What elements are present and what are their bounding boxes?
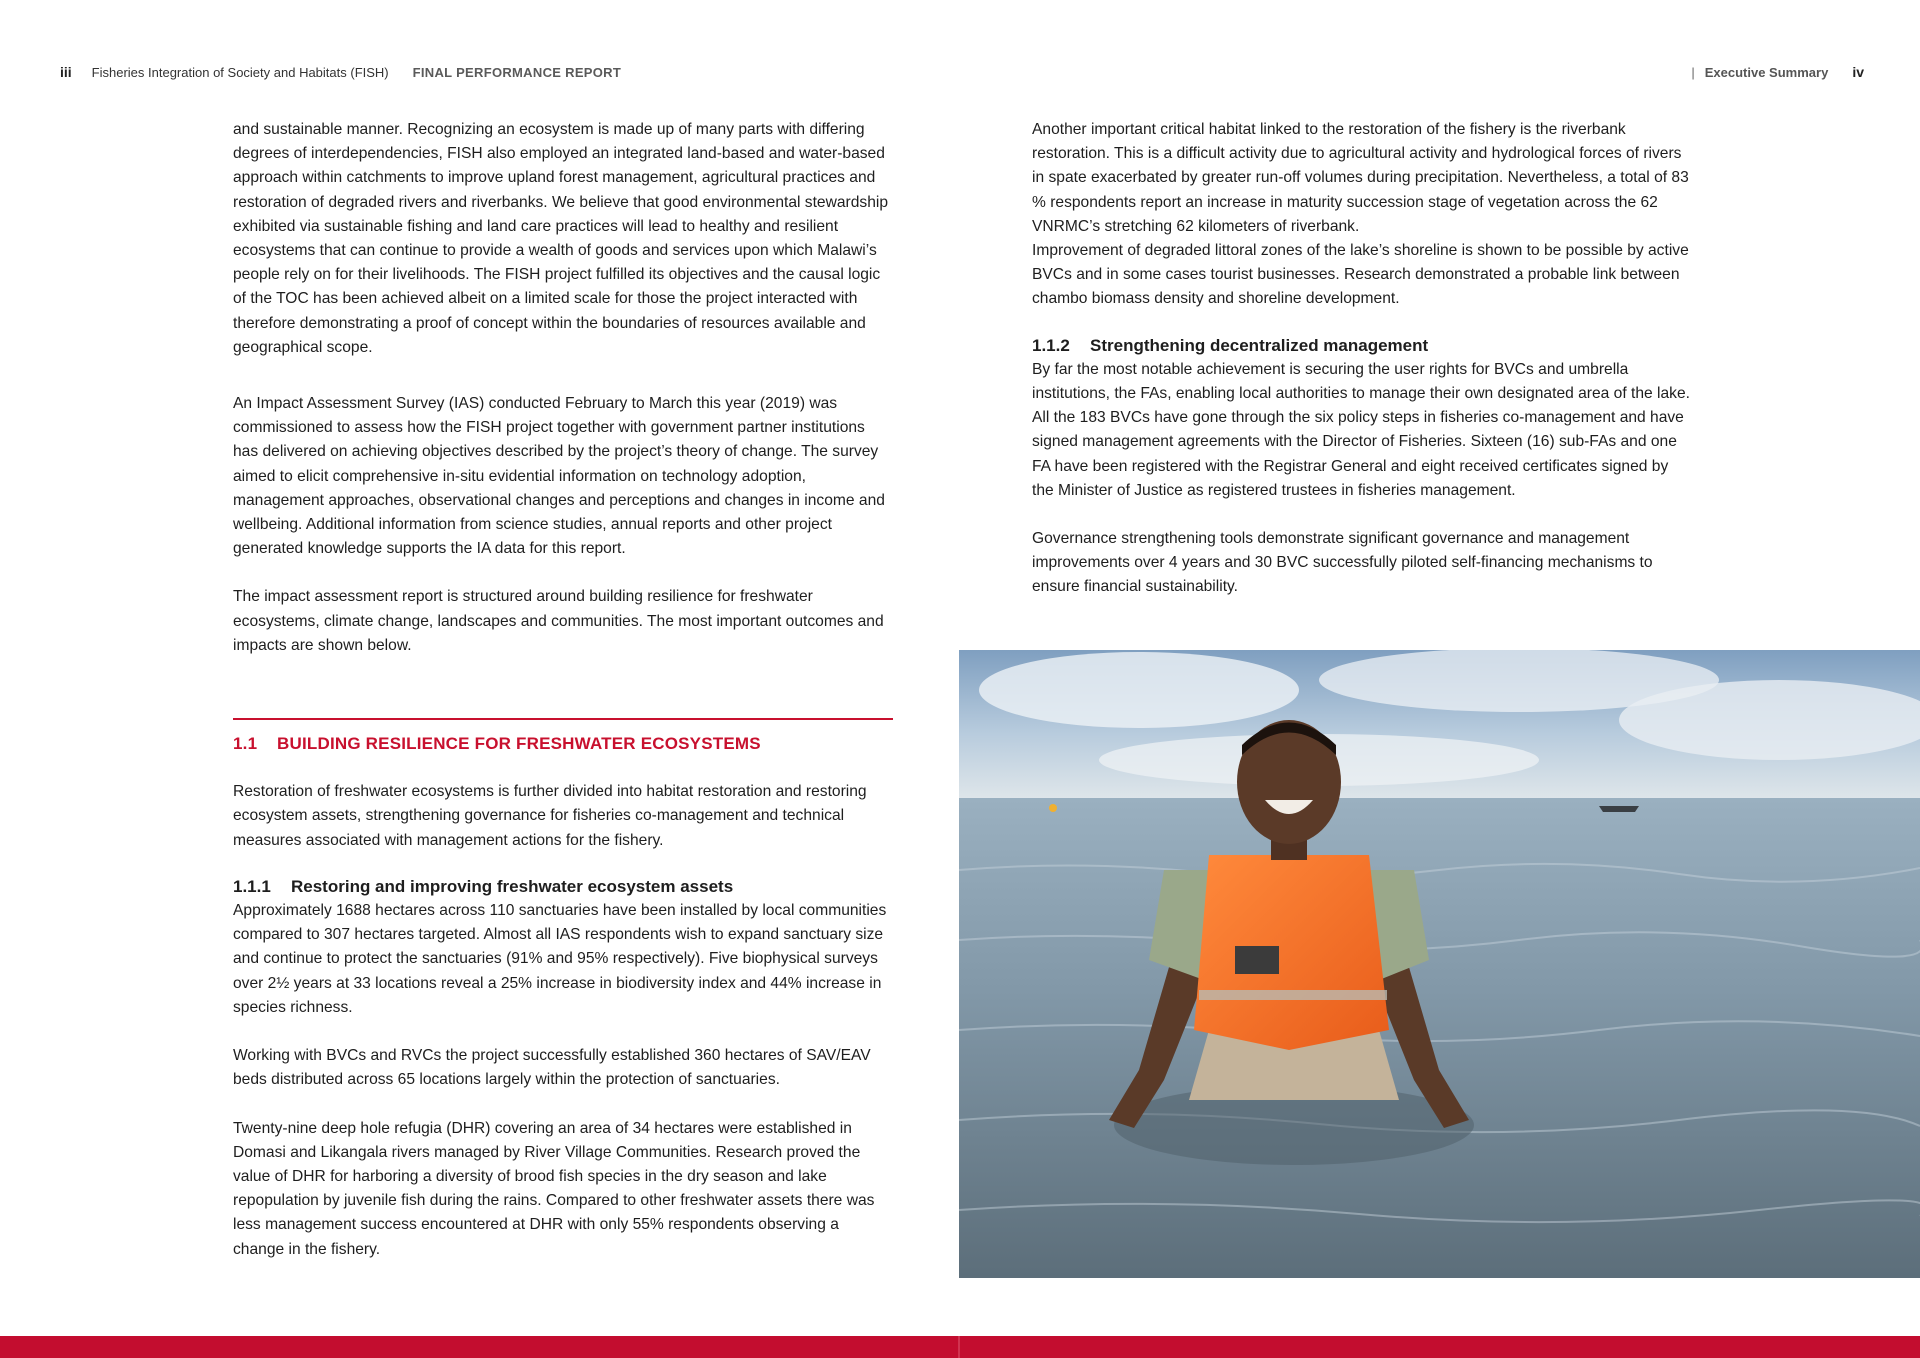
right-paragraph-1: Another important critical habitat linked to the restoration of the fishery is the riverbank restoration. This is a difficult activity due to agricultural activity and hydrological forces of rivers in spate exacerbated by greater run-off volumes during precipitation. Nevertheless, a total of 83 % respondents report an increase in maturity succession stage of vegetation across the 62 VNRMC’s stretching 62 kilometers of riverbank.	[1032, 121, 1689, 235]
left-paragraph-3: The impact assessment report is structured around building resilience for freshwater ecosystems, climate change, landscapes and communities. The most important outcomes and impacts are shown below.	[233, 588, 884, 654]
left-paragraph-6: Working with BVCs and RVCs the project successfully established 360 hectares of SAV/EAV beds distributed across 65 locations largely within the protection of sanctuaries.	[233, 1047, 871, 1089]
section-divider	[233, 718, 893, 720]
subsection-heading-1-1-1	[233, 875, 893, 899]
section-name: Executive Summary	[1704, 65, 1829, 80]
vest-badge	[1235, 946, 1279, 974]
section-separator: |	[1691, 65, 1695, 80]
right-paragraph-4: Governance strengthening tools demonstrate significant governance and management improvements over 4 years and 30 BVC successfully piloted self-financing mechanisms to ensure financial sustainability.	[1032, 530, 1653, 596]
project-title: Fisheries Integration of Society and Habitats (FISH)	[91, 65, 389, 80]
left-column	[233, 118, 893, 1262]
header-left	[60, 64, 621, 80]
right-page-number: iv	[1852, 64, 1864, 80]
subsection-number: 1.1.2	[1032, 335, 1070, 355]
buoy	[1049, 804, 1057, 812]
section-heading	[233, 732, 893, 756]
report-title: FINAL PERFORMANCE REPORT	[412, 65, 622, 80]
left-paragraph-1: and sustainable manner. Recognizing an ecosystem is made up of many parts with differing degrees of interdependencies, FISH also employed an integrated land-based and water-based approach within catchments to improve upland forest management, agricultural practices and restoration of degraded rivers and riverbanks. We believe that good environmental stewardship exhibited via sustainable fishing and land care practices will lead to healthy and resilient ecosystems that can continue to provide a wealth of goods and services upon which Malawi’s people rely on for their livelihoods. The FISH project fulfilled its objectives and the causal logic of the TOC has been achieved albeit on a limited scale for those the project interacted with therefore demonstrating a proof of concept within the boundaries of resources available and geographical scope.	[233, 121, 889, 356]
fisherman-illustration	[959, 650, 1920, 1278]
cloud	[979, 652, 1299, 728]
distant-boat	[1599, 806, 1639, 812]
header-right	[1691, 64, 1864, 80]
fisherman-photo	[959, 650, 1920, 1278]
right-paragraph-3: By far the most notable achievement is securing the user rights for BVCs and umbrella institutions, the FAs, enabling local authorities to manage their own designated area of the lake. All the 183 BVCs have gone through the six policy steps in fisheries co-management and have signed management agreements with the Director of Fisheries. Sixteen (16) sub-FAs and one FA have been registered with the Registrar General and eight received certificates signed by the Minister of Justice as registered trustees in fisheries management.	[1032, 360, 1690, 499]
subsection-heading-1-1-2	[1032, 334, 1692, 358]
life-vest	[1194, 855, 1389, 1050]
left-paragraph-5: Approximately 1688 hectares across 110 sanctuaries have been installed by local communities compared to 307 hectares targeted. Almost all IAS respondents wish to expand sanctuary size and continue to protect the sanctuaries (91% and 95% respectively). Five biophysical surveys over 2½ years at 33 locations reveal a 25% increase in biodiversity index and 44% increase in species richness.	[233, 902, 887, 1016]
footer-bar	[0, 1336, 1920, 1358]
section-title: BUILDING RESILIENCE FOR FRESHWATER ECOSYSTEMS	[277, 734, 761, 754]
left-paragraph-2: An Impact Assessment Survey (IAS) conducted February to March this year (2019) was commissioned to assess how the FISH project together with government partner institutions has delivered on achieving objectives described by the project’s theory of change. The survey aimed to elicit comprehensive in-situ evidential information on technology adoption, management approaches, observational changes and perceptions and changes in income and wellbeing. Additional information from science studies, annual reports and other project generated knowledge supports the IA data for this report.	[233, 395, 885, 558]
right-paragraph-2: Improvement of degraded littoral zones of the lake’s shoreline is shown to be possible by active BVCs and in some cases tourist businesses. Research demonstrated a probable link between chambo biomass density and shoreline development.	[1032, 242, 1689, 308]
subsection-title: Restoring and improving freshwater ecosystem assets	[291, 876, 734, 896]
right-column	[1032, 118, 1692, 600]
footer-seam	[958, 1336, 960, 1358]
left-page-number: iii	[60, 64, 72, 80]
subsection-number: 1.1.1	[233, 876, 271, 896]
vest-strap	[1199, 990, 1387, 1000]
section-number: 1.1	[233, 734, 258, 754]
left-paragraph-7: Twenty-nine deep hole refugia (DHR) covering an area of 34 hectares were established in Domasi and Likangala rivers managed by River Village Communities. Research proved the value of DHR for harboring a diversity of brood fish species in the dry season and lake repopulation by juvenile fish during the rains. Compared to other freshwater assets there was less management success encountered at DHR with only 55% respondents observing a change in the fishery.	[233, 1119, 875, 1258]
left-paragraph-4: Restoration of freshwater ecosystems is further divided into habitat restoration and restoring ecosystem assets, strengthening governance for fisheries co-management and technical measures associated with management actions for the fishery.	[233, 783, 867, 849]
subsection-title: Strengthening decentralized management	[1090, 335, 1429, 355]
